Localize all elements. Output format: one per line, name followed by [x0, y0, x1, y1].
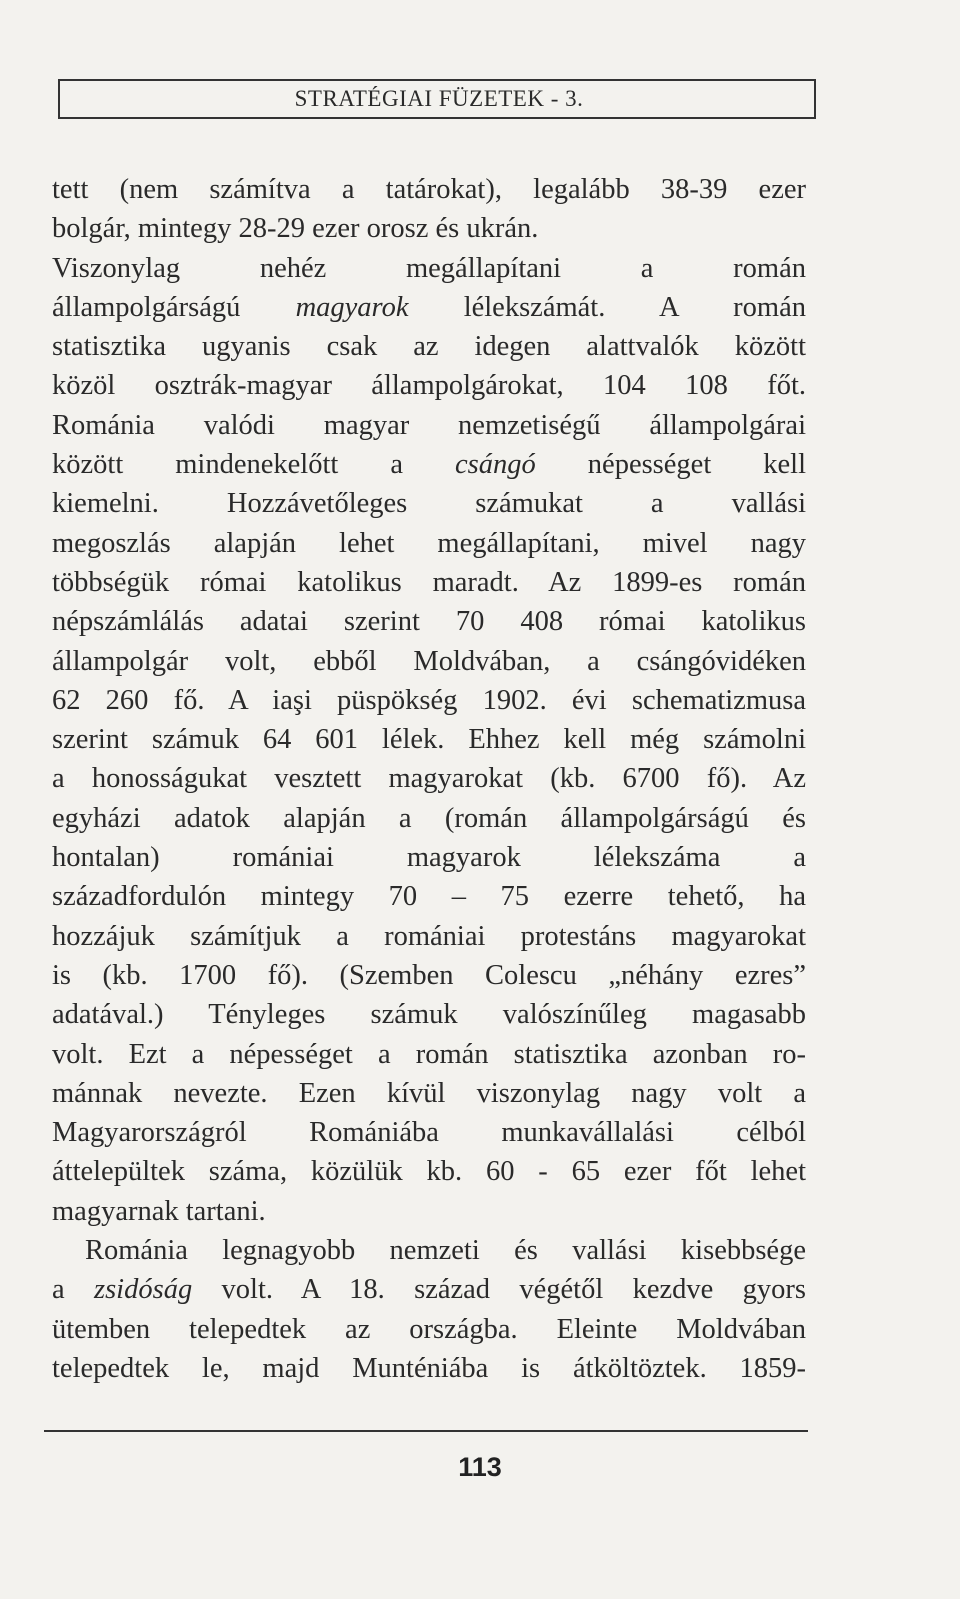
text-line: telepedtek le, majd Munténiába is átköltöztek. 1859- — [52, 1352, 806, 1384]
text-line: szerint számuk 64 601 lélek. Ehhez kell még számolni — [52, 724, 806, 756]
italic-term-csango: csángó — [455, 449, 536, 481]
text-run: volt. A 18. század végétől kezdve gyors — [192, 1274, 806, 1306]
running-header-title: STRATÉGIAI FÜZETEK - 3. — [294, 86, 584, 111]
text-line: adatával.) Tényleges számuk valószínűleg magasabb — [52, 999, 806, 1031]
text-line — [52, 288, 806, 327]
text-line: Magyarországról Romániába munkavállalási célból — [52, 1117, 806, 1149]
body-text — [52, 170, 806, 1388]
text-line: népszámlálás adatai szerint 70 408 római katolikus — [52, 606, 806, 638]
footer-divider — [44, 1430, 808, 1432]
text-line: a honosságukat vesztett magyarokat (kb. 6700 fő). Az — [52, 763, 806, 795]
text-line — [52, 1270, 806, 1309]
text-line: tett (nem számítva a tatárokat), legalább 38-39 ezer — [52, 174, 806, 205]
text-line: volt. Ezt a népességet a román statisztika azonban ro- — [52, 1038, 806, 1070]
text-line: Viszonylag nehéz megállapítani a román — [52, 252, 806, 284]
text-line: közöl osztrák-magyar állampolgárokat, 104 108 főt. — [52, 370, 806, 402]
text-line: mánnak nevezte. Ezen kívül viszonylag nagy volt a — [52, 1077, 806, 1109]
text-line: bolgár, mintegy 28-29 ezer orosz és ukrán. — [52, 213, 539, 245]
text-run: a — [52, 1274, 94, 1306]
text-line: is (kb. 1700 fő). (Szemben Colescu „néhány ezres” — [52, 959, 806, 991]
text-line: hozzájuk számítjuk a romániai protestáns magyarokat — [52, 920, 806, 952]
text-line: 62 260 fő. A iaşi püspökség 1902. évi schematizmusa — [52, 684, 806, 716]
italic-term-zsidosag: zsidóság — [94, 1274, 193, 1306]
text-line: állampolgár volt, ebből Moldvában, a csángóvidéken — [52, 645, 806, 677]
text-run: között mindenekelőtt a — [52, 449, 456, 481]
text-run: lélekszámát. A román — [408, 291, 806, 323]
text-line: egyházi adatok alapján a (román állampolgárságú és — [52, 802, 806, 834]
text-line: áttelepültek száma, közülük kb. 60 - 65 ezer főt lehet — [52, 1156, 806, 1188]
text-line: többségük római katolikus maradt. Az 1899-es román — [52, 566, 806, 598]
text-line: magyarnak tartani. — [52, 1195, 266, 1227]
text-line: ütemben telepedtek az országba. Eleinte Moldvában — [52, 1313, 806, 1345]
text-line: századfordulón mintegy 70 – 75 ezerre tehető, ha — [52, 881, 806, 913]
text-line: Románia valódi magyar nemzetiségű állampolgárai — [52, 409, 806, 441]
italic-term-magyarok: magyarok — [295, 291, 409, 323]
paragraph-first-line: Románia legnagyobb nemzeti és vallási kisebbsége — [85, 1235, 806, 1267]
page-number: 113 — [458, 1452, 502, 1482]
running-header — [58, 79, 816, 119]
text-line — [52, 445, 806, 484]
text-line: megoszlás alapján lehet megállapítani, mivel nagy — [52, 527, 806, 559]
text-line: statisztika ugyanis csak az idegen alattvalók között — [52, 331, 806, 363]
text-run: állampolgárságú — [52, 291, 296, 323]
text-line: kiemelni. Hozzávetőleges számukat a vallási — [52, 488, 806, 520]
text-line: hontalan) romániai magyarok lélekszáma a — [52, 842, 806, 874]
text-run: népességet kell — [535, 449, 807, 481]
